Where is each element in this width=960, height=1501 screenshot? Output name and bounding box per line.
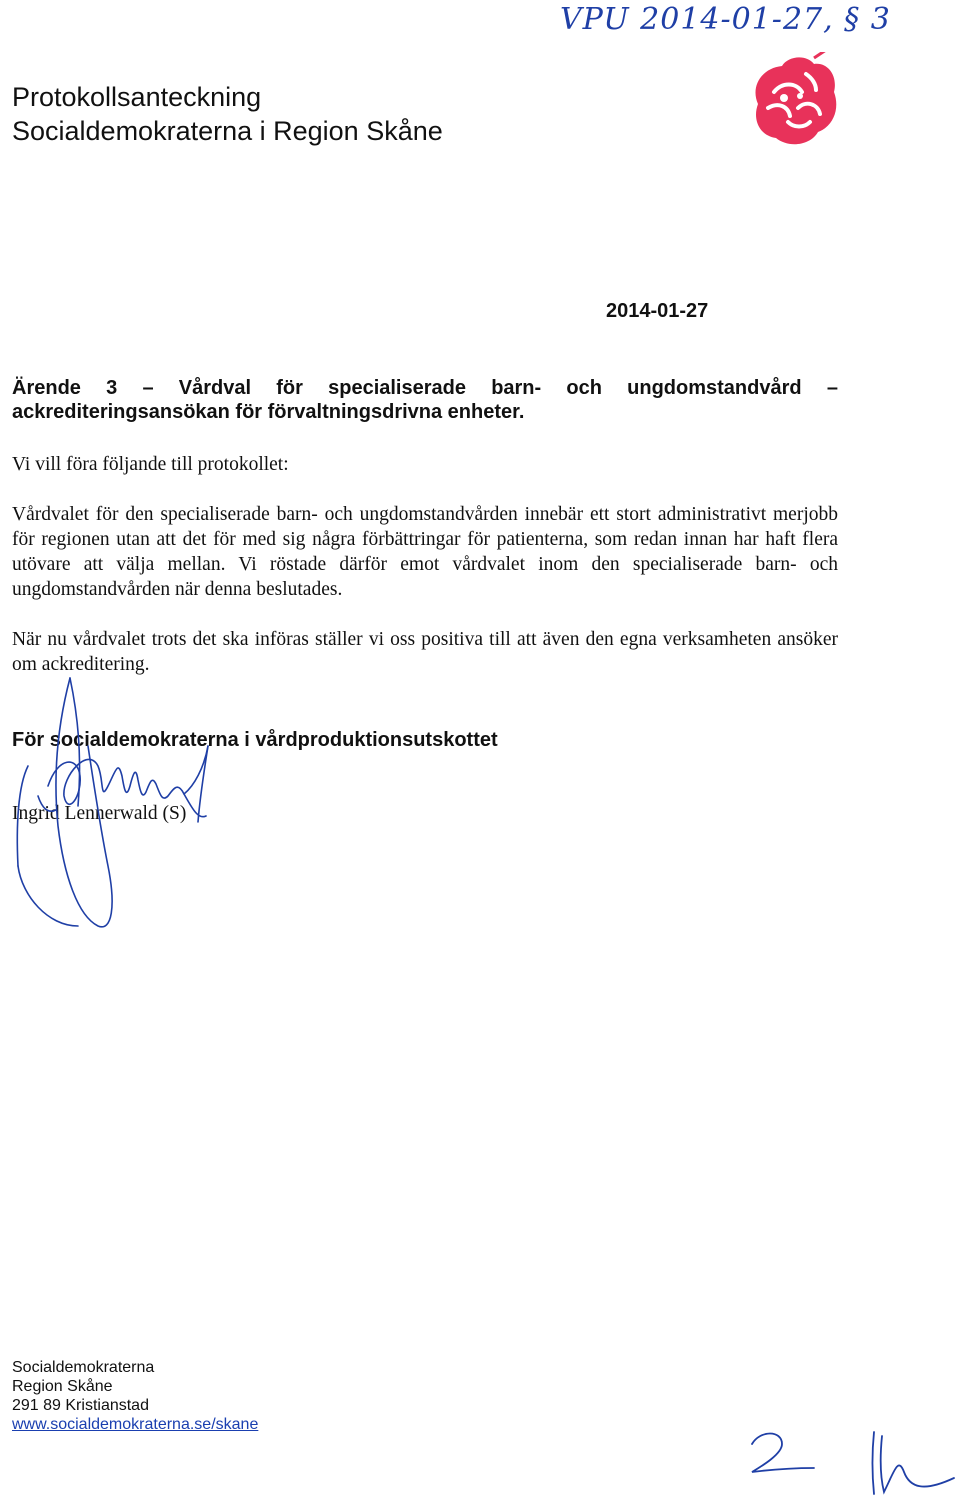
handwritten-page-mark-icon [748, 1422, 958, 1497]
handwritten-signature-icon [8, 676, 238, 936]
subject-word: specialiserade [328, 377, 466, 399]
signature-heading: För socialdemokraterna i vårdproduktionsutskottet [12, 729, 498, 751]
subject-word: 3 [106, 377, 118, 399]
subject-line-1 [12, 376, 838, 400]
document-title [12, 80, 443, 148]
handwritten-reference: VPU 2014-01-27, § 3 [560, 2, 891, 37]
body-paragraph-1: Vårdvalet för den specialiserade barn- och ungdomstandvården innebär ett stort administrativt merjobb för regionen utan att det för med sig några förbättringar för patienterna, som redan innan har haft flera utövare att välja mellan. Vi röstade därför emot vårdvalet inom den specialiserade barn- och ungdomstandvården när denna beslutades. [12, 504, 838, 600]
subject-word: Ärende [12, 377, 81, 399]
subject-word: Vårdval [178, 377, 252, 399]
subject-word: barn- [491, 377, 542, 399]
subject-line-2: ackrediteringsansökan för förvaltningsdrivna enheter. [12, 401, 525, 423]
subject-word: och [566, 377, 602, 399]
footer-contact [12, 1358, 258, 1434]
subject-word: för [276, 377, 303, 399]
subject-heading [12, 376, 838, 424]
document-date: 2014-01-27 [606, 300, 709, 322]
footer-website-link[interactable]: www.socialdemokraterna.se/skane [12, 1416, 259, 1433]
title-line-1: Protokollsanteckning [12, 82, 262, 112]
footer-address: 291 89 Kristianstad [12, 1397, 149, 1414]
title-line-2: Socialdemokraterna i Region Skåne [12, 116, 443, 146]
subject-word: ungdomstandvård [627, 377, 802, 399]
signer-name: Ingrid Lennerwald (S) [12, 803, 187, 824]
subject-word: – [142, 377, 154, 399]
body-paragraph-2: När nu vårdvalet trots det ska införas ställer vi oss positiva till att även den egna verksamheten ansöker om ackreditering. [12, 629, 838, 675]
intro-text: Vi vill föra följande till protokollet: [12, 454, 289, 475]
footer-org: Socialdemokraterna [12, 1359, 155, 1376]
rose-logo-icon [748, 52, 840, 148]
subject-word: – [826, 377, 838, 399]
footer-region: Region Skåne [12, 1378, 113, 1395]
